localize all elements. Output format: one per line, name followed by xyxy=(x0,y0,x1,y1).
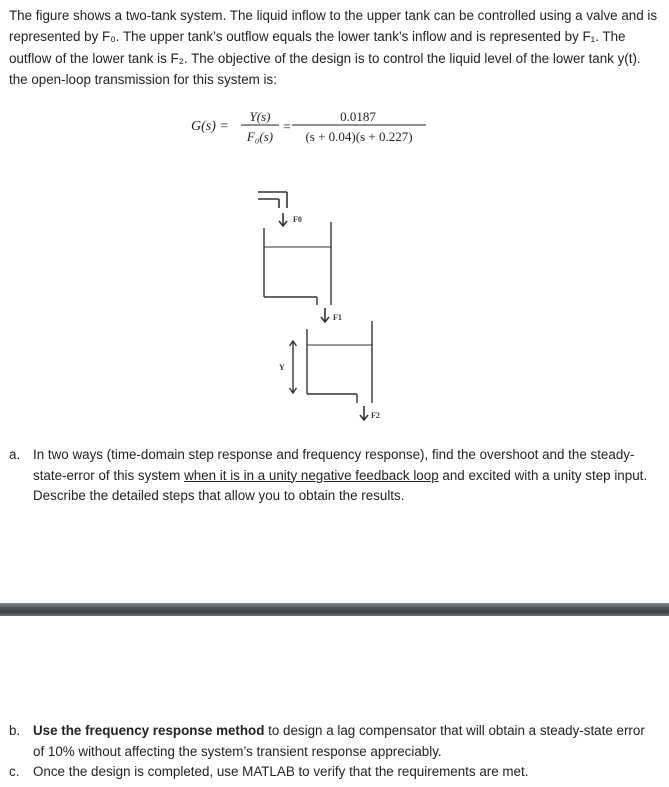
question-a xyxy=(9,445,659,507)
lower-tank xyxy=(307,321,372,403)
question-a-marker: a. xyxy=(9,447,21,462)
question-c-text: Once the design is completed, use MATLAB to verify that the requirements are met. xyxy=(33,764,529,779)
formula-denominator-right: (s + 0.04)(s + 0.227) xyxy=(305,129,413,144)
inflow-valve-pipe xyxy=(258,192,287,208)
label-f1: F1 xyxy=(333,313,342,322)
label-f2: F2 xyxy=(371,411,380,420)
formula-denominator-left: F₀(s) xyxy=(246,129,274,144)
question-a-text-before: In two ways (time-domain step response and frequency response), find the overshoot and the steady-state-error of this system xyxy=(33,447,635,483)
question-c-marker: c. xyxy=(9,764,20,779)
question-a-underlined-text: when it is in a unity negative feedback loop xyxy=(184,467,439,483)
question-b-text xyxy=(33,721,659,762)
question-b-text-rest: to design a lag compensator that will obtain a steady-state error of 10% without affecting the system’s transient response appreciably. xyxy=(33,723,645,759)
f0-arrow xyxy=(279,213,287,226)
question-c xyxy=(9,762,659,783)
section-divider xyxy=(0,603,669,616)
upper-tank xyxy=(264,222,331,305)
formula-equals: = xyxy=(283,120,291,135)
question-a-text-after: and excited with a unity step input. Describe the detailed steps that allow you to obtain the results. xyxy=(33,467,648,503)
label-f0: F0 xyxy=(293,215,302,224)
question-b-marker: b. xyxy=(9,723,21,738)
formula-lhs: G(s) = xyxy=(191,119,229,134)
formula-numerator-right: 0.0187 xyxy=(340,109,376,124)
f1-arrow xyxy=(321,308,329,322)
question-a-text xyxy=(33,445,659,507)
problem-intro: The figure shows a two-tank system. The liquid inflow to the upper tank can be controlled using a valve and is represented by F₀. The upper tank’s outflow equals the lower tank’s inflow and is represented by F₁. The outflow of the lower tank is F₂. The objective of the design is to control the liquid level of the lower tank y(t). the open-loop transmission for this system is: xyxy=(9,8,658,87)
formula-numerator-left: Y(s) xyxy=(249,109,271,124)
label-y: Y xyxy=(279,363,285,372)
question-b xyxy=(9,721,659,762)
f2-arrow xyxy=(360,406,368,420)
question-b-bold-text: Use the frequency response method xyxy=(33,723,265,738)
level-y-arrow xyxy=(290,341,297,393)
